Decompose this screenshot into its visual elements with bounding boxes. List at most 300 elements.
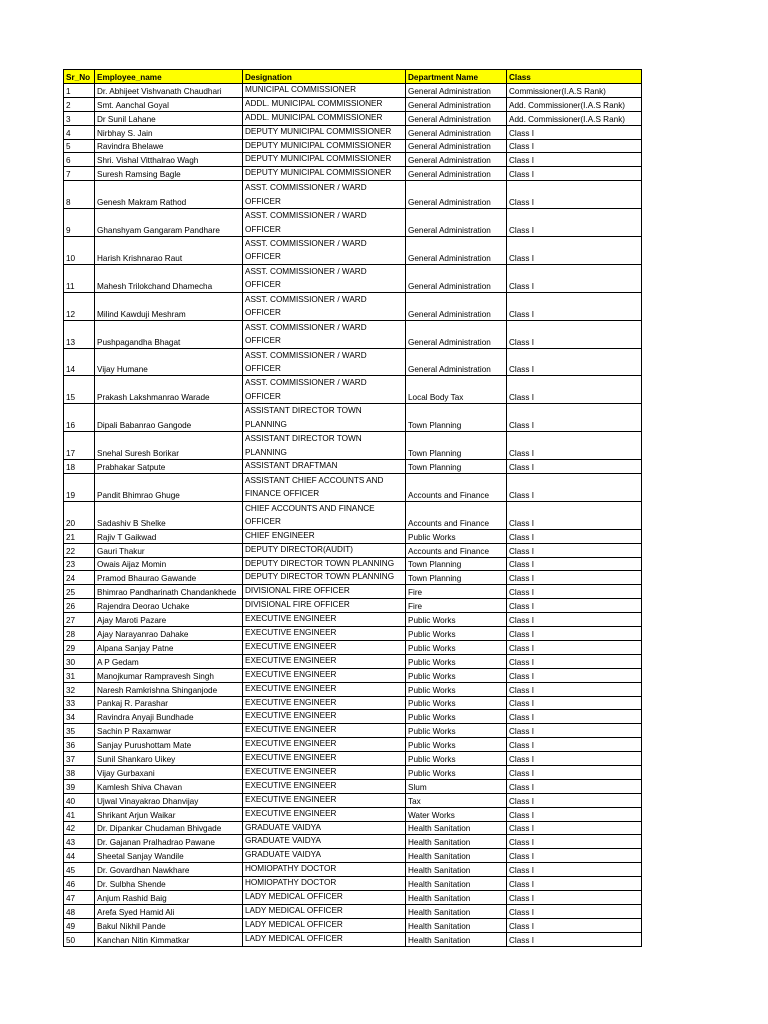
- cell-class: Class I: [507, 125, 642, 139]
- cell-department: General Administration: [406, 209, 507, 237]
- cell-department: Town Planning: [406, 557, 507, 571]
- cell-sr-no: 1: [64, 84, 95, 98]
- cell-sr-no: 11: [64, 264, 95, 292]
- cell-department: General Administration: [406, 153, 507, 167]
- table-row: [64, 237, 642, 265]
- header-employee-name: Employee_name: [95, 70, 243, 84]
- cell-class: Class I: [507, 890, 642, 904]
- cell-department: Town Planning: [406, 404, 507, 432]
- cell-sr-no: 22: [64, 543, 95, 557]
- cell-class: Class I: [507, 724, 642, 738]
- table-row: [64, 125, 642, 139]
- cell-designation: ASSISTANT DIRECTOR TOWN PLANNING: [243, 432, 406, 460]
- cell-employee-name: Dr. Dipankar Chudaman Bhivgade: [95, 821, 243, 835]
- header-class: Class: [507, 70, 642, 84]
- cell-class: Class I: [507, 835, 642, 849]
- cell-department: General Administration: [406, 181, 507, 209]
- table-row: [64, 710, 642, 724]
- table-row: [64, 779, 642, 793]
- cell-department: Water Works: [406, 807, 507, 821]
- cell-sr-no: 50: [64, 932, 95, 946]
- cell-employee-name: Arefa Syed Hamid Ali: [95, 904, 243, 918]
- cell-class: Class I: [507, 474, 642, 502]
- cell-designation: LADY MEDICAL OFFICER: [243, 932, 406, 946]
- cell-class: Class I: [507, 320, 642, 348]
- table-row: [64, 84, 642, 98]
- cell-department: Slum: [406, 779, 507, 793]
- table-row: [64, 640, 642, 654]
- table-row: [64, 97, 642, 111]
- cell-department: General Administration: [406, 348, 507, 376]
- cell-class: Class I: [507, 918, 642, 932]
- cell-department: Accounts and Finance: [406, 543, 507, 557]
- cell-class: Class I: [507, 863, 642, 877]
- cell-class: Class I: [507, 543, 642, 557]
- cell-department: Health Sanitation: [406, 849, 507, 863]
- cell-class: Commissioner(I.A.S Rank): [507, 84, 642, 98]
- cell-designation: ASST. COMMISSIONER / WARD OFFICER: [243, 376, 406, 404]
- cell-sr-no: 18: [64, 460, 95, 474]
- cell-designation: EXECUTIVE ENGINEER: [243, 613, 406, 627]
- cell-class: Class I: [507, 821, 642, 835]
- cell-employee-name: Shri. Vishal Vitthalrao Wagh: [95, 153, 243, 167]
- cell-designation: ASSISTANT DRAFTMAN: [243, 460, 406, 474]
- cell-designation: GRADUATE VAIDYA: [243, 821, 406, 835]
- cell-class: Class I: [507, 376, 642, 404]
- cell-department: Health Sanitation: [406, 890, 507, 904]
- cell-employee-name: Suresh Ramsing Bagle: [95, 167, 243, 181]
- cell-designation: DEPUTY MUNICIPAL COMMISSIONER: [243, 139, 406, 153]
- cell-sr-no: 30: [64, 654, 95, 668]
- cell-department: Health Sanitation: [406, 821, 507, 835]
- cell-class: Class I: [507, 752, 642, 766]
- cell-sr-no: 38: [64, 765, 95, 779]
- cell-department: General Administration: [406, 292, 507, 320]
- cell-designation: ADDL. MUNICIPAL COMMISSIONER: [243, 97, 406, 111]
- cell-designation: LADY MEDICAL OFFICER: [243, 904, 406, 918]
- table-row: [64, 627, 642, 641]
- table-row: [64, 821, 642, 835]
- cell-class: Class I: [507, 153, 642, 167]
- cell-designation: LADY MEDICAL OFFICER: [243, 918, 406, 932]
- cell-designation: EXECUTIVE ENGINEER: [243, 710, 406, 724]
- cell-designation: DEPUTY MUNICIPAL COMMISSIONER: [243, 167, 406, 181]
- table-row: [64, 348, 642, 376]
- cell-sr-no: 5: [64, 139, 95, 153]
- cell-employee-name: Manojkumar Rampravesh Singh: [95, 668, 243, 682]
- cell-designation: MUNICIPAL COMMISSIONER: [243, 84, 406, 98]
- table-row: [64, 209, 642, 237]
- cell-designation: LADY MEDICAL OFFICER: [243, 890, 406, 904]
- header-department-name: Department Name: [406, 70, 507, 84]
- cell-class: Class I: [507, 682, 642, 696]
- cell-department: Local Body Tax: [406, 376, 507, 404]
- table-row: [64, 738, 642, 752]
- table-row: [64, 529, 642, 543]
- table-row: [64, 877, 642, 891]
- table-row: [64, 807, 642, 821]
- table-row: [64, 460, 642, 474]
- cell-designation: CHIEF ENGINEER: [243, 529, 406, 543]
- cell-department: Public Works: [406, 529, 507, 543]
- cell-department: Health Sanitation: [406, 877, 507, 891]
- cell-employee-name: Ravindra Anyaji Bundhade: [95, 710, 243, 724]
- cell-employee-name: Sachin P Raxamwar: [95, 724, 243, 738]
- table-row: [64, 752, 642, 766]
- cell-class: Class I: [507, 264, 642, 292]
- cell-class: Class I: [507, 167, 642, 181]
- cell-class: Class I: [507, 599, 642, 613]
- cell-class: Class I: [507, 640, 642, 654]
- cell-sr-no: 27: [64, 613, 95, 627]
- cell-sr-no: 45: [64, 863, 95, 877]
- cell-sr-no: 41: [64, 807, 95, 821]
- cell-designation: ASST. COMMISSIONER / WARD OFFICER: [243, 348, 406, 376]
- cell-sr-no: 49: [64, 918, 95, 932]
- cell-designation: EXECUTIVE ENGINEER: [243, 627, 406, 641]
- table-row: [64, 571, 642, 585]
- cell-class: Class I: [507, 696, 642, 710]
- cell-employee-name: Snehal Suresh Borikar: [95, 432, 243, 460]
- cell-employee-name: Smt. Aanchal Goyal: [95, 97, 243, 111]
- table-row: [64, 167, 642, 181]
- table-row: [64, 557, 642, 571]
- cell-sr-no: 42: [64, 821, 95, 835]
- cell-class: Class I: [507, 765, 642, 779]
- cell-employee-name: Kamlesh Shiva Chavan: [95, 779, 243, 793]
- cell-sr-no: 48: [64, 904, 95, 918]
- table-row: [64, 139, 642, 153]
- cell-department: Town Planning: [406, 460, 507, 474]
- cell-class: Class I: [507, 292, 642, 320]
- cell-employee-name: Ravindra Bhelawe: [95, 139, 243, 153]
- table-row: [64, 181, 642, 209]
- cell-employee-name: Pushpagandha Bhagat: [95, 320, 243, 348]
- cell-class: Class I: [507, 460, 642, 474]
- cell-sr-no: 16: [64, 404, 95, 432]
- cell-designation: ASST. COMMISSIONER / WARD OFFICER: [243, 264, 406, 292]
- cell-employee-name: Prakash Lakshmanrao Warade: [95, 376, 243, 404]
- cell-employee-name: Dr. Abhijeet Vishvanath Chaudhari: [95, 84, 243, 98]
- table-row: [64, 863, 642, 877]
- cell-department: General Administration: [406, 84, 507, 98]
- cell-class: Class I: [507, 668, 642, 682]
- cell-class: Class I: [507, 571, 642, 585]
- cell-department: General Administration: [406, 264, 507, 292]
- cell-designation: EXECUTIVE ENGINEER: [243, 752, 406, 766]
- cell-sr-no: 20: [64, 501, 95, 529]
- cell-department: Tax: [406, 793, 507, 807]
- table-row: [64, 320, 642, 348]
- cell-employee-name: Dr Sunil Lahane: [95, 111, 243, 125]
- table-row: [64, 890, 642, 904]
- cell-department: Health Sanitation: [406, 904, 507, 918]
- cell-employee-name: Kanchan Nitin Kimmatkar: [95, 932, 243, 946]
- cell-department: Accounts and Finance: [406, 474, 507, 502]
- cell-designation: EXECUTIVE ENGINEER: [243, 779, 406, 793]
- cell-sr-no: 10: [64, 237, 95, 265]
- cell-employee-name: A P Gedam: [95, 654, 243, 668]
- cell-employee-name: Dr. Gajanan Pralhadrao Pawane: [95, 835, 243, 849]
- table-row: [64, 849, 642, 863]
- cell-sr-no: 14: [64, 348, 95, 376]
- cell-department: General Administration: [406, 125, 507, 139]
- table-row: [64, 724, 642, 738]
- cell-employee-name: Alpana Sanjay Patne: [95, 640, 243, 654]
- cell-designation: DEPUTY DIRECTOR(AUDIT): [243, 543, 406, 557]
- cell-designation: ASST. COMMISSIONER / WARD OFFICER: [243, 237, 406, 265]
- cell-employee-name: Sheetal Sanjay Wandile: [95, 849, 243, 863]
- table-row: [64, 153, 642, 167]
- cell-employee-name: Ghanshyam Gangaram Pandhare: [95, 209, 243, 237]
- table-row: [64, 585, 642, 599]
- cell-department: Public Works: [406, 613, 507, 627]
- cell-sr-no: 39: [64, 779, 95, 793]
- cell-employee-name: Ujwal Vinayakrao Dhanvijay: [95, 793, 243, 807]
- cell-sr-no: 7: [64, 167, 95, 181]
- employee-table: [63, 69, 642, 947]
- cell-employee-name: Naresh Ramkrishna Shinganjode: [95, 682, 243, 696]
- cell-class: Class I: [507, 209, 642, 237]
- cell-employee-name: Rajiv T Gaikwad: [95, 529, 243, 543]
- table-row: [64, 474, 642, 502]
- cell-department: Town Planning: [406, 571, 507, 585]
- cell-employee-name: Vijay Humane: [95, 348, 243, 376]
- cell-class: Class I: [507, 237, 642, 265]
- table-row: [64, 793, 642, 807]
- cell-sr-no: 31: [64, 668, 95, 682]
- cell-designation: ASST. COMMISSIONER / WARD OFFICER: [243, 292, 406, 320]
- cell-employee-name: Mahesh Trilokchand Dhamecha: [95, 264, 243, 292]
- cell-sr-no: 40: [64, 793, 95, 807]
- cell-employee-name: Pandit Bhimrao Ghuge: [95, 474, 243, 502]
- cell-designation: EXECUTIVE ENGINEER: [243, 807, 406, 821]
- cell-employee-name: Pankaj R. Parashar: [95, 696, 243, 710]
- cell-employee-name: Ajay Maroti Pazare: [95, 613, 243, 627]
- cell-sr-no: 25: [64, 585, 95, 599]
- cell-class: Class I: [507, 793, 642, 807]
- table-row: [64, 918, 642, 932]
- cell-department: Public Works: [406, 627, 507, 641]
- cell-department: General Administration: [406, 320, 507, 348]
- cell-designation: ASSISTANT DIRECTOR TOWN PLANNING: [243, 404, 406, 432]
- table-row: [64, 404, 642, 432]
- cell-sr-no: 37: [64, 752, 95, 766]
- cell-employee-name: Dipali Babanrao Gangode: [95, 404, 243, 432]
- cell-class: Class I: [507, 932, 642, 946]
- cell-class: Class I: [507, 627, 642, 641]
- header-sr-no: Sr_No: [64, 70, 95, 84]
- cell-sr-no: 12: [64, 292, 95, 320]
- cell-sr-no: 3: [64, 111, 95, 125]
- cell-class: Class I: [507, 348, 642, 376]
- table-row: [64, 904, 642, 918]
- cell-designation: DEPUTY DIRECTOR TOWN PLANNING: [243, 557, 406, 571]
- cell-sr-no: 15: [64, 376, 95, 404]
- cell-employee-name: Sadashiv B Shelke: [95, 501, 243, 529]
- cell-department: Fire: [406, 585, 507, 599]
- cell-designation: ASST. COMMISSIONER / WARD OFFICER: [243, 181, 406, 209]
- cell-class: Class I: [507, 849, 642, 863]
- cell-sr-no: 24: [64, 571, 95, 585]
- cell-employee-name: Ajay Narayanrao Dahake: [95, 627, 243, 641]
- cell-employee-name: Sunil Shankaro Uikey: [95, 752, 243, 766]
- cell-class: Class I: [507, 557, 642, 571]
- cell-designation: CHIEF ACCOUNTS AND FINANCE OFFICER: [243, 501, 406, 529]
- cell-designation: ASST. COMMISSIONER / WARD OFFICER: [243, 209, 406, 237]
- cell-designation: DIVISIONAL FIRE OFFICER: [243, 599, 406, 613]
- cell-designation: GRADUATE VAIDYA: [243, 835, 406, 849]
- table-row: [64, 654, 642, 668]
- cell-employee-name: Bhimrao Pandharinath Chandankhede: [95, 585, 243, 599]
- table-row: [64, 376, 642, 404]
- cell-department: Health Sanitation: [406, 835, 507, 849]
- cell-department: Health Sanitation: [406, 863, 507, 877]
- cell-sr-no: 28: [64, 627, 95, 641]
- cell-employee-name: Prabhakar Satpute: [95, 460, 243, 474]
- cell-department: Public Works: [406, 738, 507, 752]
- table-row: [64, 765, 642, 779]
- cell-sr-no: 6: [64, 153, 95, 167]
- cell-employee-name: Dr. Govardhan Nawkhare: [95, 863, 243, 877]
- cell-department: General Administration: [406, 167, 507, 181]
- cell-class: Class I: [507, 779, 642, 793]
- table-row: [64, 292, 642, 320]
- cell-department: General Administration: [406, 97, 507, 111]
- table-row: [64, 932, 642, 946]
- table-row: [64, 682, 642, 696]
- cell-sr-no: 32: [64, 682, 95, 696]
- cell-sr-no: 26: [64, 599, 95, 613]
- cell-employee-name: Genesh Makram Rathod: [95, 181, 243, 209]
- cell-department: Public Works: [406, 654, 507, 668]
- cell-employee-name: Pramod Bhaurao Gawande: [95, 571, 243, 585]
- cell-designation: DEPUTY MUNICIPAL COMMISSIONER: [243, 125, 406, 139]
- cell-sr-no: 36: [64, 738, 95, 752]
- cell-sr-no: 34: [64, 710, 95, 724]
- cell-designation: EXECUTIVE ENGINEER: [243, 738, 406, 752]
- cell-designation: HOMIOPATHY DOCTOR: [243, 863, 406, 877]
- cell-department: General Administration: [406, 237, 507, 265]
- table-row: [64, 835, 642, 849]
- cell-designation: GRADUATE VAIDYA: [243, 849, 406, 863]
- cell-sr-no: 4: [64, 125, 95, 139]
- cell-employee-name: Dr. Sulbha Shende: [95, 877, 243, 891]
- cell-sr-no: 29: [64, 640, 95, 654]
- cell-designation: ADDL. MUNICIPAL COMMISSIONER: [243, 111, 406, 125]
- cell-employee-name: Owais Aijaz Momin: [95, 557, 243, 571]
- cell-sr-no: 13: [64, 320, 95, 348]
- cell-department: General Administration: [406, 111, 507, 125]
- cell-designation: EXECUTIVE ENGINEER: [243, 765, 406, 779]
- cell-designation: DEPUTY DIRECTOR TOWN PLANNING: [243, 571, 406, 585]
- table-row: [64, 613, 642, 627]
- table-row: [64, 111, 642, 125]
- cell-designation: ASST. COMMISSIONER / WARD OFFICER: [243, 320, 406, 348]
- cell-class: Class I: [507, 585, 642, 599]
- table-row: [64, 543, 642, 557]
- cell-sr-no: 9: [64, 209, 95, 237]
- cell-employee-name: Milind Kawduji Meshram: [95, 292, 243, 320]
- cell-class: Add. Commissioner(I.A.S Rank): [507, 97, 642, 111]
- cell-class: Class I: [507, 181, 642, 209]
- table-row: [64, 264, 642, 292]
- cell-class: Class I: [507, 501, 642, 529]
- header-row: [64, 70, 642, 84]
- cell-designation: EXECUTIVE ENGINEER: [243, 696, 406, 710]
- cell-designation: DIVISIONAL FIRE OFFICER: [243, 585, 406, 599]
- cell-sr-no: 19: [64, 474, 95, 502]
- cell-employee-name: Shrikant Arjun Waikar: [95, 807, 243, 821]
- cell-sr-no: 47: [64, 890, 95, 904]
- cell-class: Class I: [507, 710, 642, 724]
- cell-class: Class I: [507, 613, 642, 627]
- cell-class: Class I: [507, 529, 642, 543]
- table-row: [64, 432, 642, 460]
- cell-class: Class I: [507, 807, 642, 821]
- cell-department: Accounts and Finance: [406, 501, 507, 529]
- cell-department: Public Works: [406, 724, 507, 738]
- cell-class: Class I: [507, 654, 642, 668]
- cell-department: Public Works: [406, 710, 507, 724]
- cell-employee-name: Rajendra Deorao Uchake: [95, 599, 243, 613]
- cell-department: Public Works: [406, 682, 507, 696]
- cell-employee-name: Anjum Rashid Baig: [95, 890, 243, 904]
- cell-department: Health Sanitation: [406, 932, 507, 946]
- cell-class: Class I: [507, 877, 642, 891]
- cell-sr-no: 33: [64, 696, 95, 710]
- table-body: [64, 84, 642, 947]
- cell-designation: EXECUTIVE ENGINEER: [243, 640, 406, 654]
- cell-designation: EXECUTIVE ENGINEER: [243, 793, 406, 807]
- header-designation: Designation: [243, 70, 406, 84]
- cell-designation: EXECUTIVE ENGINEER: [243, 654, 406, 668]
- cell-employee-name: Gauri Thakur: [95, 543, 243, 557]
- cell-department: Public Works: [406, 696, 507, 710]
- cell-sr-no: 43: [64, 835, 95, 849]
- table-row: [64, 599, 642, 613]
- cell-department: General Administration: [406, 139, 507, 153]
- cell-department: Health Sanitation: [406, 918, 507, 932]
- cell-employee-name: Bakul Nikhil Pande: [95, 918, 243, 932]
- cell-class: Class I: [507, 432, 642, 460]
- cell-sr-no: 44: [64, 849, 95, 863]
- cell-sr-no: 23: [64, 557, 95, 571]
- cell-class: Class I: [507, 904, 642, 918]
- cell-sr-no: 17: [64, 432, 95, 460]
- table-row: [64, 696, 642, 710]
- cell-department: Public Works: [406, 640, 507, 654]
- cell-department: Public Works: [406, 752, 507, 766]
- cell-employee-name: Nirbhay S. Jain: [95, 125, 243, 139]
- cell-designation: DEPUTY MUNICIPAL COMMISSIONER: [243, 153, 406, 167]
- cell-employee-name: Sanjay Purushottam Mate: [95, 738, 243, 752]
- cell-sr-no: 35: [64, 724, 95, 738]
- cell-sr-no: 2: [64, 97, 95, 111]
- cell-designation: EXECUTIVE ENGINEER: [243, 668, 406, 682]
- cell-employee-name: Harish Krishnarao Raut: [95, 237, 243, 265]
- table-row: [64, 668, 642, 682]
- cell-designation: HOMIOPATHY DOCTOR: [243, 877, 406, 891]
- cell-designation: ASSISTANT CHIEF ACCOUNTS AND FINANCE OFFICER: [243, 474, 406, 502]
- cell-department: Public Works: [406, 668, 507, 682]
- cell-designation: EXECUTIVE ENGINEER: [243, 682, 406, 696]
- cell-department: Public Works: [406, 765, 507, 779]
- cell-sr-no: 46: [64, 877, 95, 891]
- cell-class: Class I: [507, 139, 642, 153]
- cell-designation: EXECUTIVE ENGINEER: [243, 724, 406, 738]
- cell-class: Class I: [507, 738, 642, 752]
